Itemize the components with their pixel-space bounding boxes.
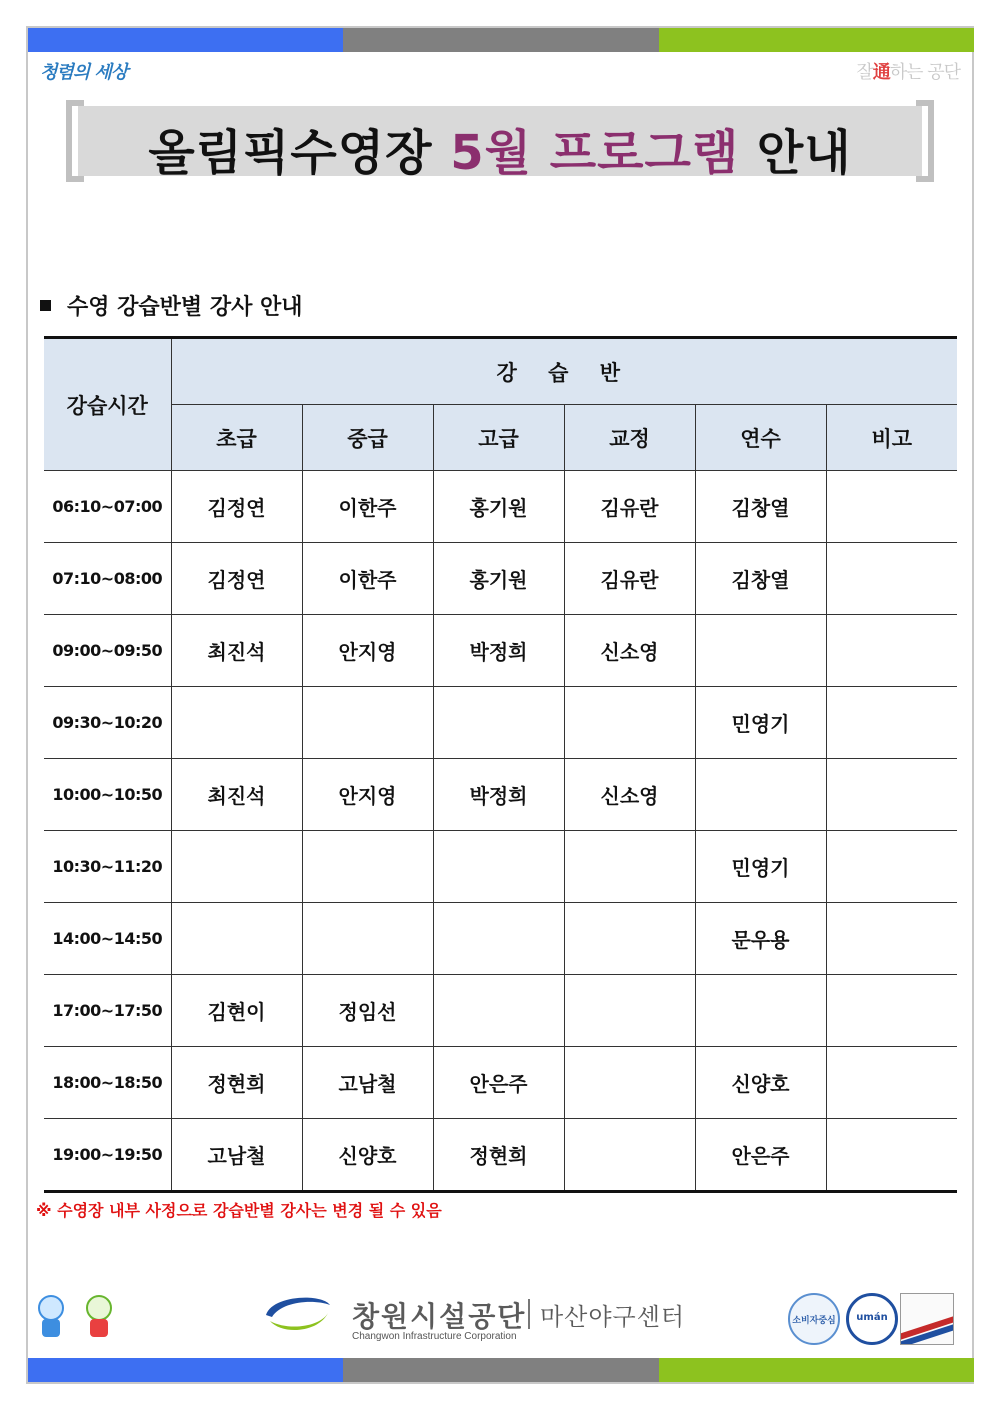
- instructor-cell: [826, 471, 957, 543]
- instructor-cell: [564, 687, 695, 759]
- instructor-cell: 신소영: [564, 615, 695, 687]
- instructor-cell: [564, 831, 695, 903]
- instructor-cell: [302, 831, 433, 903]
- instructor-cell: [433, 831, 564, 903]
- instructor-cell: 김창열: [695, 471, 826, 543]
- instructor-cell: 신양호: [302, 1119, 433, 1192]
- instructor-cell: 안지영: [302, 759, 433, 831]
- mascot-green-icon: [84, 1295, 114, 1339]
- column-header: 비고: [826, 405, 957, 471]
- instructor-cell: 김정연: [171, 543, 302, 615]
- instructor-cell: 민영기: [695, 687, 826, 759]
- org-name: 창원시설공단: [352, 1300, 527, 1333]
- instructor-cell: [695, 615, 826, 687]
- class-group-header: 강 습 반: [171, 338, 957, 405]
- instructor-cell: [302, 903, 433, 975]
- time-cell: 10:00~10:50: [44, 759, 171, 831]
- corporation-logo-icon: [262, 1291, 334, 1337]
- table-row: [44, 471, 957, 543]
- instructor-cell: 이한주: [302, 471, 433, 543]
- section-heading: 수영 강습반별 강사 안내: [40, 290, 303, 321]
- instructor-cell: [826, 831, 957, 903]
- instructor-cell: [826, 543, 957, 615]
- column-header: 중급: [302, 405, 433, 471]
- instructor-cell: 안은주: [695, 1119, 826, 1192]
- instructor-cell: [826, 615, 957, 687]
- table-row: [44, 975, 957, 1047]
- instructor-cell: 고남철: [302, 1047, 433, 1119]
- column-header: 교정: [564, 405, 695, 471]
- column-header: 초급: [171, 405, 302, 471]
- change-notice: ※ 수영장 내부 사정으로 강습반별 강사는 변경 될 수 있음: [36, 1201, 442, 1220]
- instructor-cell: [826, 975, 957, 1047]
- time-cell: 17:00~17:50: [44, 975, 171, 1047]
- org-divider: [528, 1299, 530, 1329]
- mascot-blue-icon: [36, 1295, 66, 1339]
- top-color-band: [28, 28, 974, 52]
- instructor-cell: 홍기원: [433, 471, 564, 543]
- schedule-table: [44, 336, 957, 1193]
- table-row: [44, 759, 957, 831]
- instructor-cell: 김창열: [695, 543, 826, 615]
- instructor-cell: [826, 1119, 957, 1192]
- instructor-cell: 홍기원: [433, 543, 564, 615]
- footer: [0, 1285, 1000, 1345]
- instructor-cell: 김유란: [564, 471, 695, 543]
- time-cell: 07:10~08:00: [44, 543, 171, 615]
- instructor-cell: 정임선: [302, 975, 433, 1047]
- instructor-cell: [826, 687, 957, 759]
- org-english-name: Changwon Infrastructure Corporation: [352, 1331, 517, 1342]
- instructor-cell: [433, 903, 564, 975]
- instructor-cell: 최진석: [171, 615, 302, 687]
- instructor-cell: [433, 687, 564, 759]
- award-badge-icon: [900, 1293, 954, 1345]
- instructor-cell: [564, 1119, 695, 1192]
- instructor-cell: [564, 975, 695, 1047]
- table-row: [44, 687, 957, 759]
- instructor-cell: [171, 687, 302, 759]
- instructor-cell: [695, 759, 826, 831]
- instructor-cell: [433, 975, 564, 1047]
- instructor-cell: 민영기: [695, 831, 826, 903]
- table-row: [44, 615, 957, 687]
- instructor-cell: 김유란: [564, 543, 695, 615]
- instructor-cell: [564, 1047, 695, 1119]
- instructor-cell: 신양호: [695, 1047, 826, 1119]
- instructor-cell: 안은주: [433, 1047, 564, 1119]
- instructor-cell: [564, 903, 695, 975]
- time-cell: 10:30~11:20: [44, 831, 171, 903]
- time-cell: 06:10~07:00: [44, 471, 171, 543]
- column-header: 연수: [695, 405, 826, 471]
- center-name: 마산야구센터: [540, 1303, 686, 1331]
- column-header: 고급: [433, 405, 564, 471]
- instructor-cell: 박정희: [433, 759, 564, 831]
- certification-badge-icon: umán: [846, 1293, 898, 1345]
- time-cell: 19:00~19:50: [44, 1119, 171, 1192]
- instructor-cell: 안지영: [302, 615, 433, 687]
- bullet-square-icon: [40, 300, 51, 311]
- table-row: [44, 1119, 957, 1192]
- time-cell: 18:00~18:50: [44, 1047, 171, 1119]
- bottom-color-band: [28, 1358, 974, 1382]
- time-cell: 14:00~14:50: [44, 903, 171, 975]
- time-cell: 09:00~09:50: [44, 615, 171, 687]
- tagline: 잘通하는 공단: [856, 62, 960, 83]
- ccm-badge-icon: 소비자중심: [788, 1293, 840, 1345]
- table-row: [44, 543, 957, 615]
- title-box: [66, 100, 934, 182]
- instructor-cell: [826, 1047, 957, 1119]
- time-column-header: 강습시간: [44, 338, 171, 471]
- table-row: [44, 903, 957, 975]
- title-accent: 5월 프로그램: [450, 125, 740, 181]
- instructor-cell: 김정연: [171, 471, 302, 543]
- instructor-cell: 정현희: [433, 1119, 564, 1192]
- time-cell: 09:30~10:20: [44, 687, 171, 759]
- instructor-cell: 정현희: [171, 1047, 302, 1119]
- instructor-cell: 문우용: [695, 903, 826, 975]
- page-title: 올림픽수영장 5월 프로그램 안내: [148, 125, 852, 181]
- instructor-cell: 고남철: [171, 1119, 302, 1192]
- instructor-cell: [171, 831, 302, 903]
- instructor-cell: [695, 975, 826, 1047]
- slogan-logo: 청렴의 세상: [40, 62, 128, 83]
- instructor-cell: 신소영: [564, 759, 695, 831]
- instructor-cell: 이한주: [302, 543, 433, 615]
- instructor-cell: 박정희: [433, 615, 564, 687]
- table-row: [44, 1047, 957, 1119]
- instructor-cell: [302, 687, 433, 759]
- instructor-cell: 최진석: [171, 759, 302, 831]
- instructor-cell: [171, 903, 302, 975]
- instructor-cell: [826, 759, 957, 831]
- instructor-cell: [826, 903, 957, 975]
- instructor-cell: 김현이: [171, 975, 302, 1047]
- table-row: [44, 831, 957, 903]
